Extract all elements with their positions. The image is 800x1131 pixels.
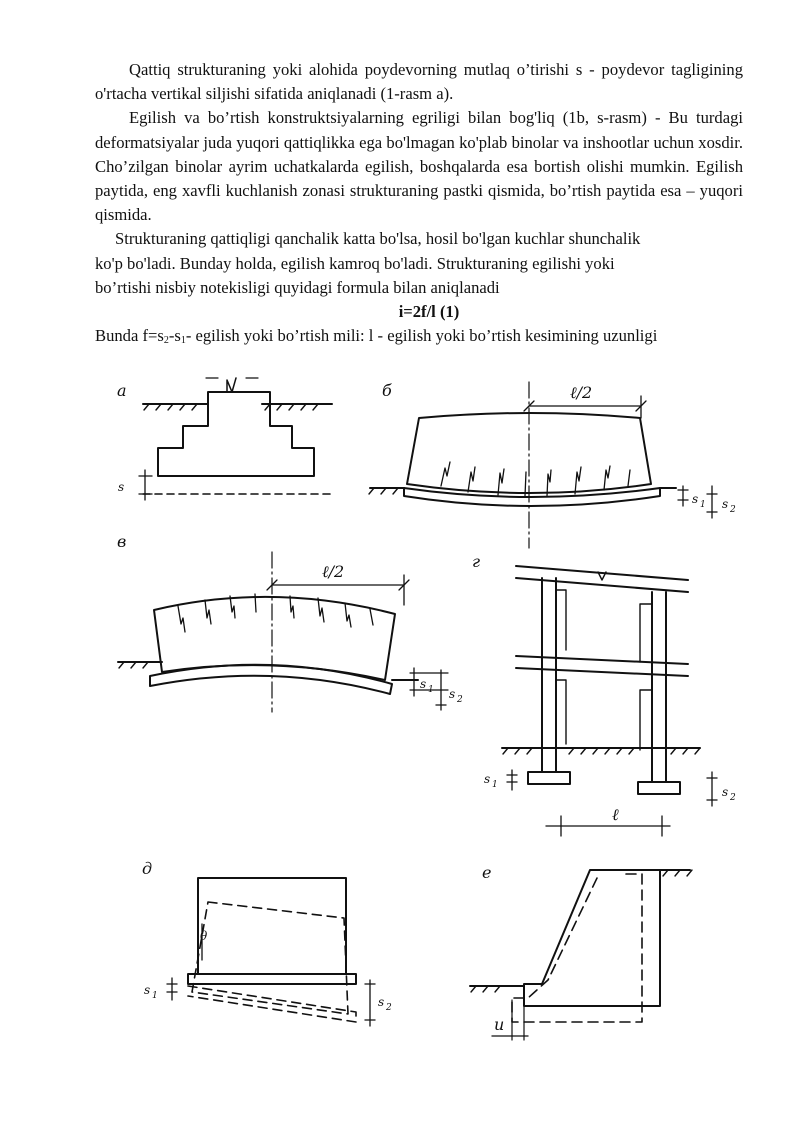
paragraph-stiffness-line1: Strukturaning qattiqligi qanchalik katta bo'lsa, hosil bo'lgan kuchlar shunchalik [115,229,641,249]
panel-label-a: а [117,381,127,400]
svg-text:1: 1 [152,991,158,1001]
panel-b-sagging [369,381,736,548]
right-footing [638,782,680,794]
paragraph-stiffness-line3: bo’rtishi nisbiy notekisligi quyidagi formula bilan aniqlanadi [95,277,500,297]
panel-d-tilt [142,859,392,1026]
original-slab [188,974,356,984]
hogging-slab [150,665,392,694]
subscript-1: 1 [180,335,186,347]
panel-label-g: г [472,552,481,571]
panel-label-v: в [117,532,127,551]
label-s2-v: s [449,687,456,701]
paragraph-stiffness-line2: ko'p bo'ladi. Bunday holda, egilish kamroq bo'ladi. Strukturaning egilishi yoki [95,253,615,273]
label-s2-g: s [722,785,729,799]
panel-g-frame [472,552,736,836]
svg-text:1: 1 [428,685,434,695]
label-s1-d: s [144,983,151,997]
label-s2-b: s [722,497,729,511]
label-s2-d: s [378,995,385,1009]
svg-text:2: 2 [457,695,463,705]
label-u: u [494,1015,505,1034]
panel-label-b: б [382,381,392,400]
label-half-length-b: ℓ/2 [570,383,593,402]
definition-prefix: Bunda f=s [95,326,164,346]
definition-mid: -s [168,326,181,346]
column-break [227,378,236,392]
svg-text:1: 1 [700,500,706,510]
sagging-slab [404,488,660,506]
subscript-2: 2 [163,335,169,347]
definition-suffix: - egilish yoki bo’rtish mili: l - egilish yoki bo’rtish kesimining uzunligi [185,326,658,346]
label-s1-v: s [420,677,427,691]
tilted-slab-dashed [188,986,356,1022]
label-half-length-v: ℓ/2 [322,562,345,581]
hogging-building [154,597,395,680]
panel-a-absolute-settlement [117,378,332,500]
frame-left-column [542,578,556,772]
label-s1-g: s [484,772,491,786]
panel-v-hogging [117,532,463,712]
panel-label-d: д [142,859,153,878]
svg-text:1: 1 [492,780,498,790]
svg-text:2: 2 [730,505,736,515]
label-s1-b: s [692,492,699,506]
formula: i=2f/l (1) [398,302,460,322]
svg-text:2: 2 [386,1003,392,1013]
original-block [198,878,346,974]
panel-e-horizontal-shift [470,863,692,1040]
tilted-block-dashed [192,902,348,1014]
paragraph-absolute-settlement: Qattiq strukturaning yoki alohida poydevorning mutlaq o’tirishi s - poydevor tagligining o'rtacha vertikal siljishi sifatida aniqlanadi (1-rasm a). [95,60,743,104]
frame-right-column [652,592,666,782]
left-footing [528,772,570,784]
retaining-wall-shifted-dashed [512,874,642,1022]
label-length-g: ℓ [612,805,619,824]
retaining-wall [524,870,660,1006]
label-theta: θ [200,929,208,943]
label-s: s [118,480,125,494]
paragraph-bending: Egilish va bo’rtish konstruktsiyalarning egriligi bilan bog'liq (1b, s-rasm) - Bu turdagi deformatsiyalar juda yuqori qattiqlikka ega bo'lmagan ko'plab binolar va inshootlar uchun xosdir. Cho’zilgan binolar ayrim uchatkalarda egilish, boshqalarda esa bortish olishi mumkin. Egilish paytida, eng xavfli kuchlanish zonasi strukturaning pastki qismida, bo’rtish paytida esa – yuqori qismida. [95,108,743,225]
panel-label-e: е [482,863,492,882]
svg-text:2: 2 [730,793,736,803]
